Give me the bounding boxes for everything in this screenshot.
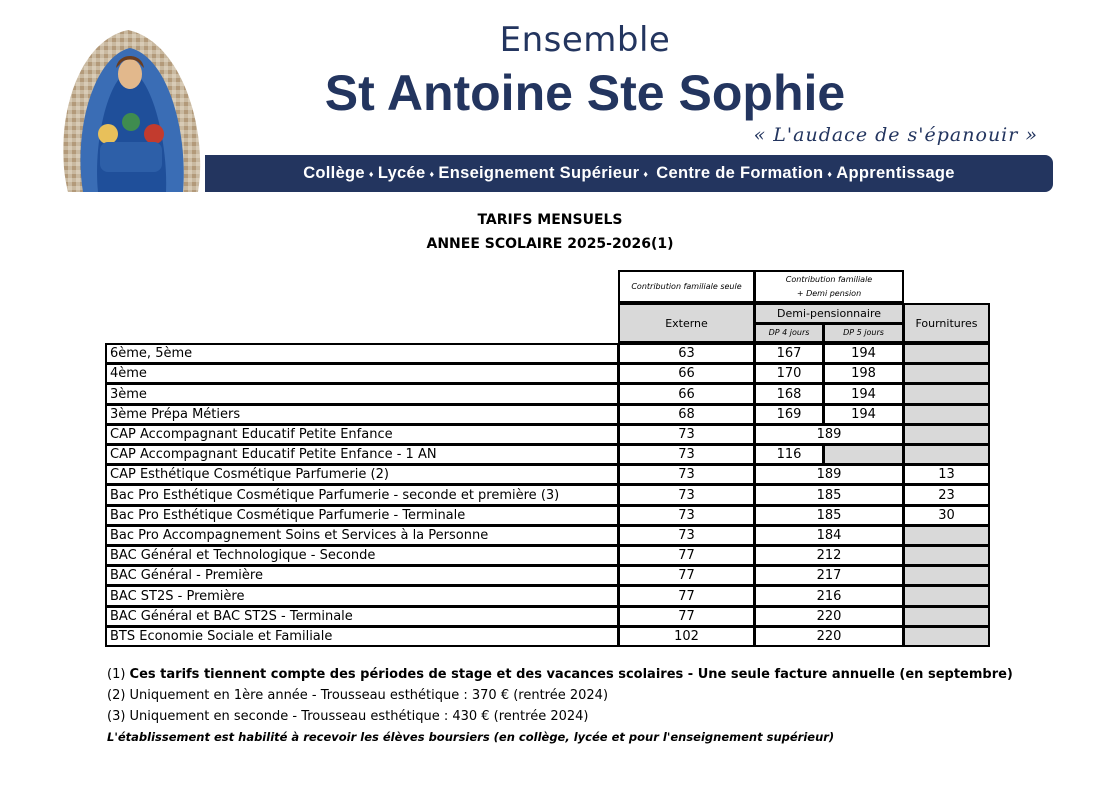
row-dp-empty xyxy=(823,444,904,465)
row-label: CAP Accompagnant Educatif Petite Enfance xyxy=(105,424,619,445)
row-label: CAP Esthétique Cosmétique Parfumerie (2) xyxy=(105,464,619,485)
row-dp5: 194 xyxy=(823,383,904,405)
note-3: (3) Uniquement en seconde - Trousseau esthétique : 430 € (rentrée 2024) xyxy=(107,709,589,724)
row-fournitures: 23 xyxy=(903,484,990,506)
header-contrib-seule: Contribution familiale seule xyxy=(618,270,755,303)
row-externe: 77 xyxy=(618,565,755,586)
row-label: BAC Général - Première xyxy=(105,565,619,586)
row-label: 3ème Prépa Métiers xyxy=(105,404,619,425)
row-label: BAC Général et Technologique - Seconde xyxy=(105,545,619,566)
note-1 xyxy=(107,667,1013,682)
header-dp5: DP 5 jours xyxy=(823,323,904,343)
row-fournitures xyxy=(903,343,990,364)
row-label: 3ème xyxy=(105,383,619,405)
row-dp4: 167 xyxy=(754,343,824,364)
row-label: BTS Economie Sociale et Familiale xyxy=(105,626,619,647)
band-separator: ♦ xyxy=(643,168,649,179)
row-fournitures xyxy=(903,363,990,384)
school-motto: « L'audace de s'épanouir » xyxy=(753,124,1038,146)
row-label: BAC Général et BAC ST2S - Terminale xyxy=(105,606,619,627)
row-externe: 73 xyxy=(618,484,755,506)
row-fournitures xyxy=(903,424,990,445)
row-dp: 189 xyxy=(754,464,904,485)
row-externe: 66 xyxy=(618,383,755,405)
row-label: 6ème, 5ème xyxy=(105,343,619,364)
header-contrib-dp-line2: + Demi pension xyxy=(796,288,862,298)
note-1-prefix: (1) xyxy=(107,667,130,682)
header-dp4: DP 4 jours xyxy=(754,323,824,343)
band-item-enseignement-superieur: Enseignement Supérieur xyxy=(438,164,640,182)
row-label: 4ème xyxy=(105,363,619,384)
row-fournitures xyxy=(903,565,990,586)
row-fournitures xyxy=(903,525,990,546)
school-name: St Antoine Ste Sophie xyxy=(324,65,846,121)
band-item-apprentissage: Apprentissage xyxy=(836,164,955,182)
row-externe: 73 xyxy=(618,505,755,526)
programs-band xyxy=(205,155,1053,192)
row-dp4: 170 xyxy=(754,363,824,384)
row-fournitures xyxy=(903,383,990,405)
row-dp: 184 xyxy=(754,525,904,546)
row-externe: 102 xyxy=(618,626,755,647)
row-fournitures xyxy=(903,606,990,627)
row-dp: 185 xyxy=(754,505,904,526)
row-label: Bac Pro Esthétique Cosmétique Parfumerie - seconde et première (3) xyxy=(105,484,619,506)
row-fournitures: 30 xyxy=(903,505,990,526)
row-externe: 63 xyxy=(618,343,755,364)
band-separator: ♦ xyxy=(827,168,833,179)
doc-title: TARIFS MENSUELS xyxy=(477,212,623,228)
row-externe: 73 xyxy=(618,525,755,546)
row-fournitures xyxy=(903,545,990,566)
row-dp: 212 xyxy=(754,545,904,566)
row-dp: 217 xyxy=(754,565,904,586)
ensemble-heading: Ensemble xyxy=(499,20,671,60)
row-label: Bac Pro Accompagnement Soins et Services à la Personne xyxy=(105,525,619,546)
band-item-lycee: Lycée xyxy=(377,164,426,182)
row-externe: 73 xyxy=(618,424,755,445)
row-externe: 77 xyxy=(618,606,755,627)
band-separator: ♦ xyxy=(368,168,374,179)
header-demi-pensionnaire: Demi-pensionnaire xyxy=(754,303,904,324)
row-dp: 185 xyxy=(754,484,904,506)
row-fournitures xyxy=(903,585,990,607)
row-dp: 220 xyxy=(754,626,904,647)
row-fournitures xyxy=(903,404,990,425)
row-dp-partial: 116 xyxy=(754,444,824,465)
row-label: CAP Accompagnant Educatif Petite Enfance - 1 AN xyxy=(105,444,619,465)
note-boursiers: L'établissement est habilité à recevoir les élèves boursiers (en collège, lycée et pour l'enseignement supérieur) xyxy=(107,730,835,744)
row-externe: 77 xyxy=(618,545,755,566)
row-fournitures xyxy=(903,444,990,465)
header-contrib-dp-line1: Contribution familiale xyxy=(785,274,873,284)
row-externe: 77 xyxy=(618,585,755,607)
note-1-text: Ces tarifs tiennent compte des périodes de stage et des vacances scolaires - Une seule facture annuelle (en septembre) xyxy=(129,667,1013,682)
band-item-centre-formation: Centre de Formation xyxy=(656,164,824,182)
row-dp5: 194 xyxy=(823,404,904,425)
school-logo-mosaic xyxy=(48,22,216,192)
row-label: BAC ST2S - Première xyxy=(105,585,619,607)
band-separator: ♦ xyxy=(429,168,435,179)
row-fournitures: 13 xyxy=(903,464,990,485)
row-dp: 189 xyxy=(754,424,904,445)
header-contrib-dp xyxy=(754,270,904,303)
header-fournitures: Fournitures xyxy=(903,303,990,343)
doc-subtitle: ANNEE SCOLAIRE 2025-2026(1) xyxy=(426,236,674,252)
row-dp4: 169 xyxy=(754,404,824,425)
row-dp: 220 xyxy=(754,606,904,627)
row-dp5: 194 xyxy=(823,343,904,364)
header-externe: Externe xyxy=(618,303,755,343)
row-externe: 66 xyxy=(618,363,755,384)
band-item-college: Collège xyxy=(303,164,365,182)
row-label: Bac Pro Esthétique Cosmétique Parfumerie - Terminale xyxy=(105,505,619,526)
row-externe: 73 xyxy=(618,444,755,465)
row-dp5: 198 xyxy=(823,363,904,384)
row-externe: 73 xyxy=(618,464,755,485)
row-dp4: 168 xyxy=(754,383,824,405)
row-externe: 68 xyxy=(618,404,755,425)
note-2: (2) Uniquement en 1ère année - Trousseau esthétique : 370 € (rentrée 2024) xyxy=(107,688,609,703)
row-dp: 216 xyxy=(754,585,904,607)
row-fournitures xyxy=(903,626,990,647)
